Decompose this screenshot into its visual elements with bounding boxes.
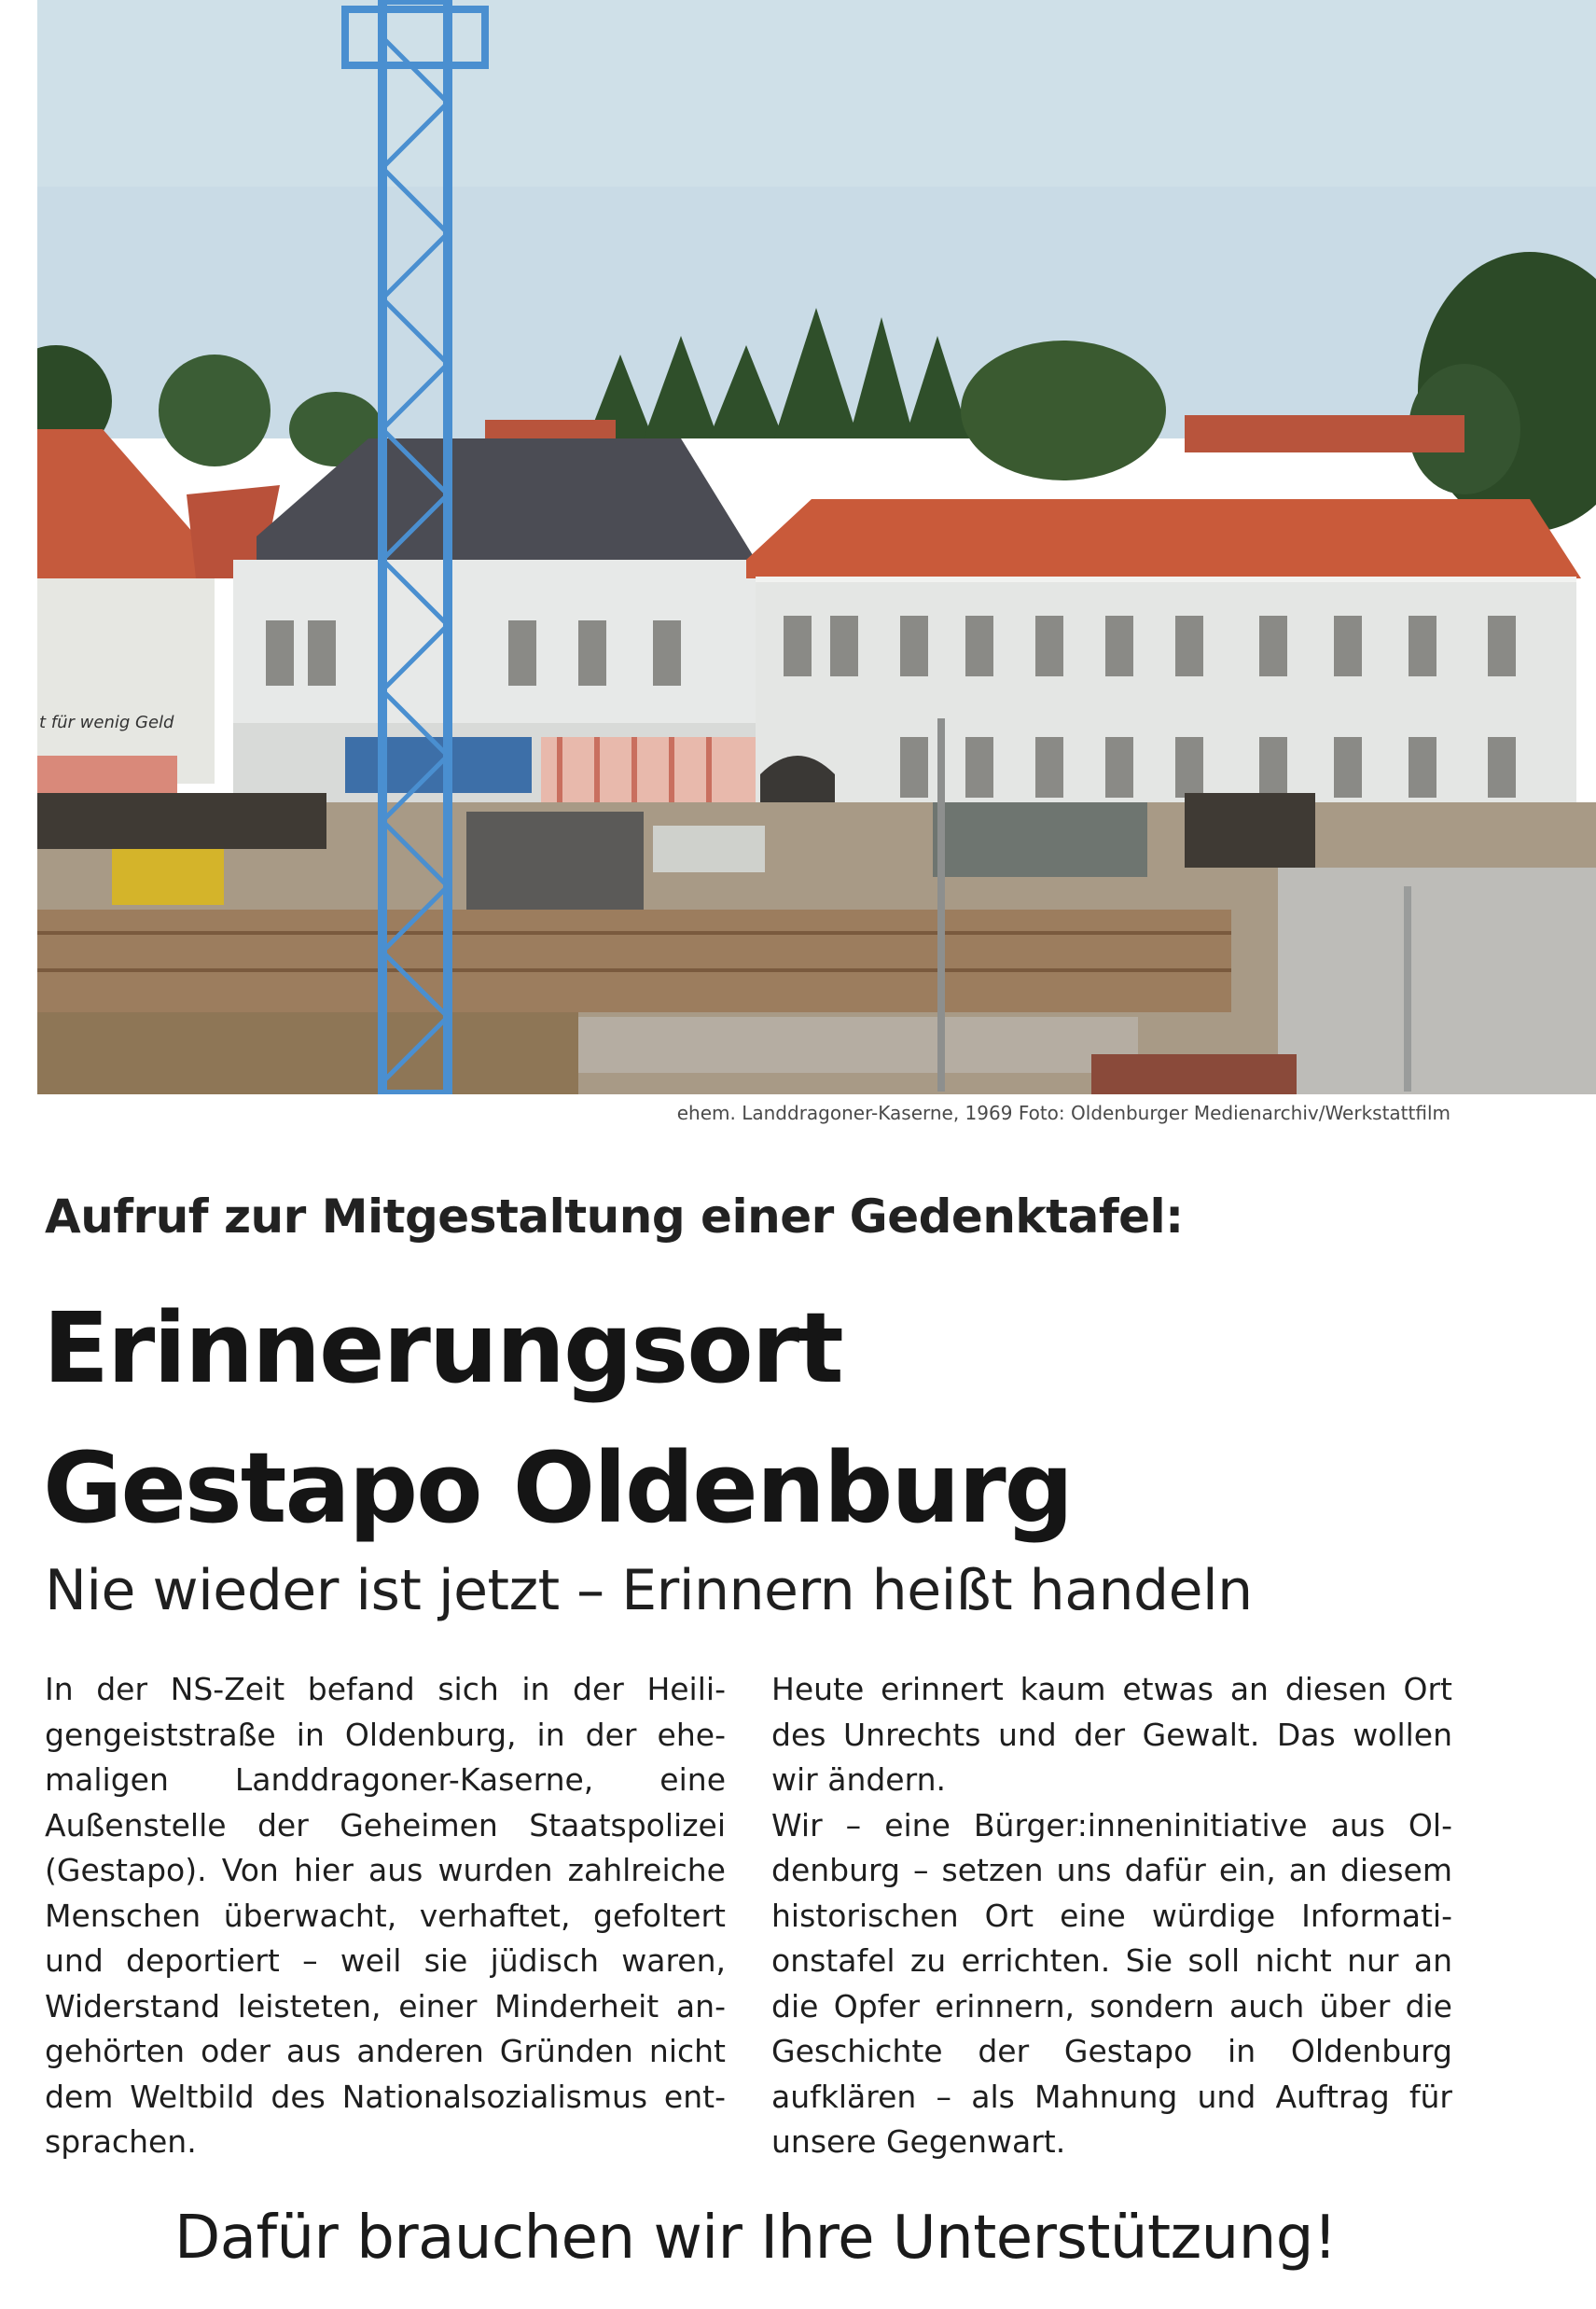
body-column-left [45, 1667, 726, 2165]
photo-caption: ehem. Landdragoner-Kaserne, 1969 Foto: Oldenburger Medienarchiv/Werkstattfilm [676, 1102, 1450, 1124]
call-to-action: Dafür brauchen wir Ihre Unterstützung! [173, 2204, 1338, 2273]
title-line-1: Erinnerungsort [43, 1291, 842, 1405]
body-paragraph-left: In der NS-Zeit befand sich in der Heiligengeiststraße in Oldenburg, in der ehemaligen Landdragoner-Kaserne, eine Außenstelle der Geheimen Staatspolizei (Gestapo). Von hier aus wurden zahlreiche Menschen überwacht, verhaftet, gefoltert und deportiert – weil sie jüdisch waren, Widerstand leisteten, einer Minderheit angehörten oder aus anderen Gründen nicht dem Weltbild des Nationalsozialismus entsprachen. [45, 1671, 726, 2160]
kicker-heading: Aufruf zur Mitgestaltung einer Gedenktafel: [45, 1189, 1184, 1244]
photo-landdragoner-kaserne [37, 0, 1596, 1094]
body-column-right [771, 1667, 1452, 2165]
historic-photo [37, 0, 1596, 1094]
title-line-2: Gestapo Oldenburg [43, 1431, 1073, 1545]
shop-sign-text: t für wenig Geld [39, 713, 174, 732]
page-title [43, 1278, 1535, 1558]
body-paragraph-right-1: Heute erinnert kaum etwas an diesen Ort des Unrechts und der Gewalt. Das wollen wir ändern. [771, 1671, 1452, 1798]
subtitle: Nie wieder ist jetzt – Erinnern heißt handeln [45, 1558, 1253, 1623]
body-paragraph-right-2: Wir – eine Bürger:inneninitiative aus Oldenburg – setzen uns dafür ein, an diesem historischen Ort eine würdige Informationstafel zu errichten. Sie soll nicht nur an die Opfer erinnern, sondern auch über die Geschichte der Gestapo in Oldenburg aufklären – als Mahnung und Auftrag für unsere Gegenwart. [771, 1806, 1452, 2160]
